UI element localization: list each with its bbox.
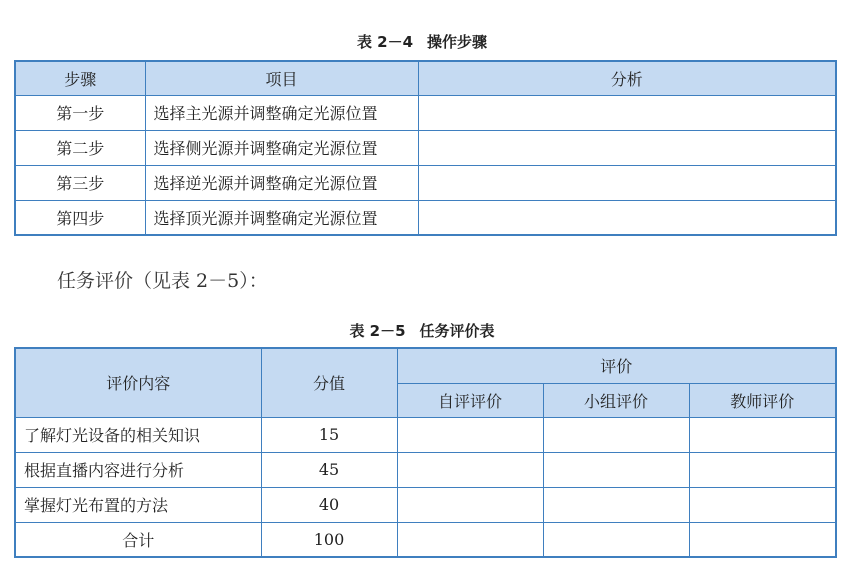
task-evaluation-table: [14, 347, 837, 558]
operation-steps-table: [14, 60, 837, 236]
table-header-row: [15, 348, 836, 383]
score-cell: 15: [261, 417, 397, 452]
table-row: [15, 417, 836, 452]
step-cell: 第二步: [15, 130, 145, 165]
item-cell: 选择主光源并调整确定光源位置: [145, 95, 418, 130]
analysis-cell[interactable]: [418, 165, 836, 200]
table2-caption-number: 表 2－5: [349, 322, 406, 340]
header-evaluation: 评价: [397, 348, 836, 383]
table-row: [15, 200, 836, 235]
total-label-cell: 合计: [15, 522, 261, 557]
item-cell: 选择逆光源并调整确定光源位置: [145, 165, 418, 200]
analysis-cell[interactable]: [418, 130, 836, 165]
teacher-evaluation-cell[interactable]: [689, 452, 836, 487]
analysis-cell[interactable]: [418, 95, 836, 130]
self-evaluation-cell[interactable]: [397, 487, 543, 522]
table-row: [15, 487, 836, 522]
header-teacher-evaluation: 教师评价: [689, 383, 836, 417]
content-cell: 了解灯光设备的相关知识: [15, 417, 261, 452]
table-row: [15, 95, 836, 130]
step-cell: 第一步: [15, 95, 145, 130]
header-group-evaluation: 小组评价: [543, 383, 689, 417]
item-cell: 选择顶光源并调整确定光源位置: [145, 200, 418, 235]
table1-caption-title: 操作步骤: [427, 33, 488, 51]
table-row: [15, 452, 836, 487]
header-score: 分值: [261, 348, 397, 417]
step-cell: 第四步: [15, 200, 145, 235]
header-analysis: 分析: [418, 61, 836, 95]
teacher-evaluation-cell[interactable]: [689, 522, 836, 557]
self-evaluation-cell[interactable]: [397, 522, 543, 557]
header-item: 项目: [145, 61, 418, 95]
header-self-evaluation: 自评评价: [397, 383, 543, 417]
header-content: 评价内容: [15, 348, 261, 417]
table1-caption: [0, 32, 844, 52]
table2-caption-title: 任务评价表: [419, 322, 495, 340]
group-evaluation-cell[interactable]: [543, 522, 689, 557]
score-cell: 45: [261, 452, 397, 487]
content-cell: 掌握灯光布置的方法: [15, 487, 261, 522]
evaluation-intro-text: 任务评价（见表 2－5）：: [57, 270, 268, 292]
analysis-cell[interactable]: [418, 200, 836, 235]
score-cell: 40: [261, 487, 397, 522]
group-evaluation-cell[interactable]: [543, 452, 689, 487]
table-header-row: [15, 61, 836, 95]
header-step: 步骤: [15, 61, 145, 95]
teacher-evaluation-cell[interactable]: [689, 487, 836, 522]
content-cell: 根据直播内容进行分析: [15, 452, 261, 487]
table-row: [15, 130, 836, 165]
table-row: [15, 165, 836, 200]
group-evaluation-cell[interactable]: [543, 417, 689, 452]
total-score-cell: 100: [261, 522, 397, 557]
self-evaluation-cell[interactable]: [397, 452, 543, 487]
self-evaluation-cell[interactable]: [397, 417, 543, 452]
total-row: [15, 522, 836, 557]
step-cell: 第三步: [15, 165, 145, 200]
teacher-evaluation-cell[interactable]: [689, 417, 836, 452]
group-evaluation-cell[interactable]: [543, 487, 689, 522]
item-cell: 选择侧光源并调整确定光源位置: [145, 130, 418, 165]
table2-caption: [0, 321, 844, 341]
table1-caption-number: 表 2－4: [356, 33, 414, 51]
